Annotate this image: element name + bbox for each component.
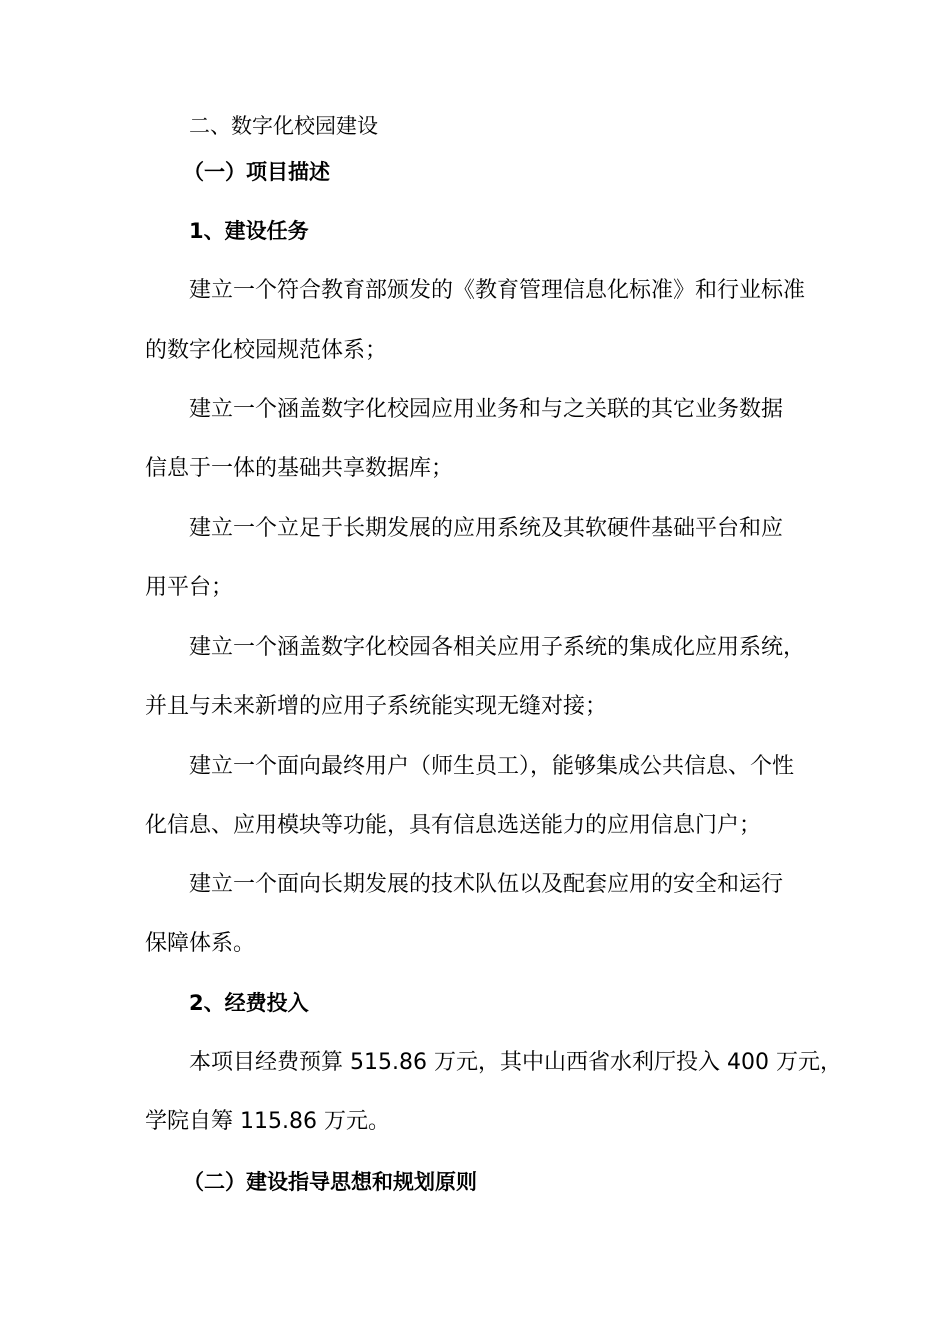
paragraph-line: 建立一个面向最终用户（师生员工），能够集成公共信息、个性 (189, 754, 795, 779)
paragraph-line: 本项目经费预算 515.86 万元，其中山西省水利厅投入 400 万元， (189, 1050, 842, 1075)
paragraph-line: 建立一个立足于长期发展的应用系统及其软硬件基础平台和应 (189, 516, 784, 541)
heading-project-description: （一）项目描述 (183, 160, 330, 184)
paragraph-line: 并且与未来新增的应用子系统能实现无缝对接； (145, 694, 608, 719)
section-title: 二、数字化校园建设 (189, 114, 378, 138)
heading-construction-tasks: 1、建设任务 (189, 219, 309, 243)
heading-funding: 2、经费投入 (189, 991, 309, 1015)
paragraph-line: 保障体系。 (145, 931, 256, 956)
paragraph-line: 的数字化校园规范体系； (145, 338, 388, 363)
paragraph-line: 信息于一体的基础共享数据库； (145, 456, 454, 481)
paragraph-line: 建立一个面向长期发展的技术队伍以及配套应用的安全和运行 (189, 872, 784, 897)
paragraph-line: 建立一个符合教育部颁发的《教育管理信息化标准》和行业标准 (189, 278, 806, 303)
paragraph-line: 学院自筹 115.86 万元。 (145, 1109, 390, 1134)
heading-guiding-principles: （二）建设指导思想和规划原则 (183, 1170, 477, 1194)
paragraph-line: 建立一个涵盖数字化校园各相关应用子系统的集成化应用系统， (189, 635, 806, 660)
paragraph-line: 建立一个涵盖数字化校园应用业务和与之关联的其它业务数据 (189, 397, 784, 422)
paragraph-line: 用平台； (145, 575, 234, 600)
paragraph-line: 化信息、应用模块等功能，具有信息选送能力的应用信息门户； (145, 813, 762, 838)
